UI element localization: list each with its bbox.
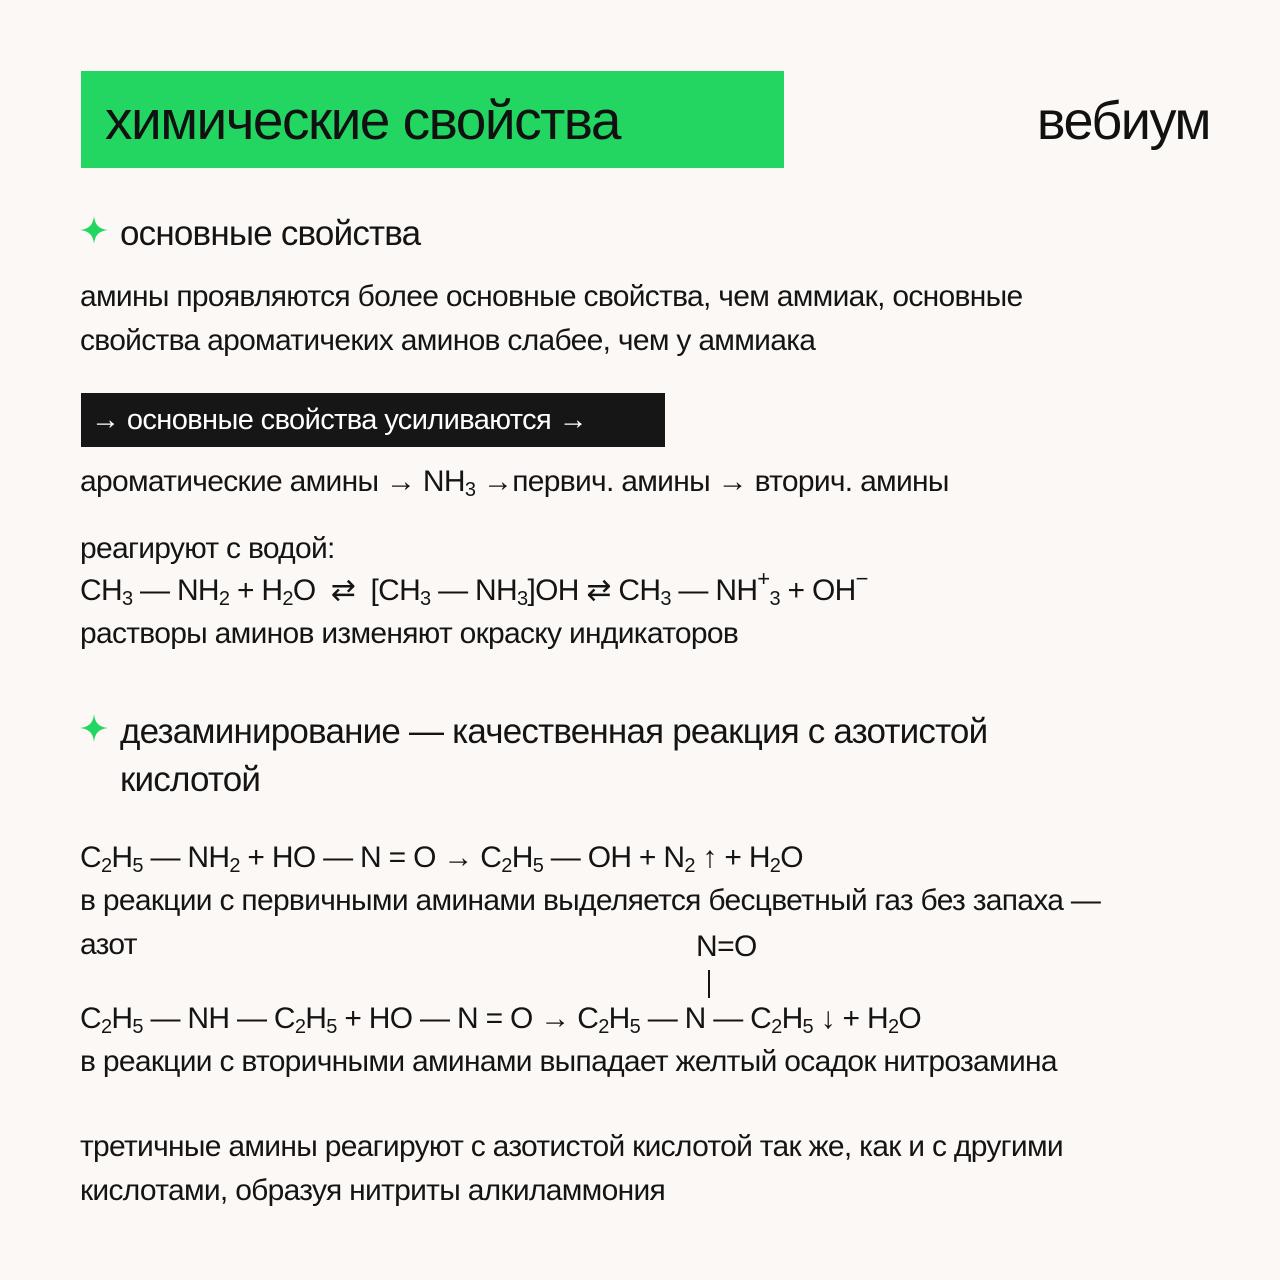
- formula-part: + OH: [779, 574, 856, 607]
- formula-part: H: [111, 1002, 133, 1035]
- precipitate-arrow: ↓: [812, 1002, 835, 1035]
- subscript: 5: [132, 1016, 143, 1038]
- formula-part: + HO — N = O: [336, 1002, 541, 1035]
- formula-part: — N — C: [640, 1002, 772, 1035]
- formula-part: O: [292, 574, 316, 607]
- subscript: 2: [218, 588, 230, 610]
- section-heading-deamination: [80, 708, 987, 804]
- formula-part: [CH: [370, 574, 421, 607]
- section-heading-text: дезаминирование — качественная реакция с азотистой кислотой: [120, 712, 988, 799]
- series-nh3: NH: [422, 465, 465, 498]
- subscript: 5: [532, 855, 544, 877]
- subscript: 3: [517, 588, 528, 610]
- water-reaction-equation: [80, 566, 868, 613]
- formula-part: — NH — C: [142, 1002, 295, 1035]
- formula-part: C: [569, 1002, 599, 1035]
- formula-part: C: [80, 841, 101, 874]
- formula-part: — NH: [132, 574, 219, 607]
- section-heading-basic: [80, 210, 420, 258]
- subscript: 2: [887, 1016, 899, 1038]
- subscript: 2: [229, 855, 240, 877]
- subscript: 2: [501, 855, 512, 877]
- series-arrow: →: [385, 465, 416, 498]
- gas-arrow: ↑: [694, 841, 717, 874]
- title-banner: [81, 71, 784, 168]
- formula-part: + H: [229, 574, 283, 607]
- page-title: химические свойства: [105, 88, 620, 151]
- subscript: 2: [100, 855, 112, 877]
- secondary-amine-text: в реакции с вторичными аминами выпадает желтый осадок нитрозамина: [80, 1045, 1057, 1078]
- formula-part: H: [608, 1002, 630, 1035]
- formula-part: — OH + N: [543, 841, 685, 874]
- basic-properties-paragraph: амины проявляются более основные свойства, чем аммиак, основные свойства ароматичеких аминов слабее, чем у аммиака: [80, 280, 1023, 357]
- formula-part: — NH: [430, 574, 517, 607]
- formula-part: — NH: [670, 574, 758, 607]
- formula-part: H: [781, 1002, 803, 1035]
- formula-part: + H: [834, 1002, 888, 1035]
- subscript: 3: [121, 588, 133, 610]
- formula-part: O: [780, 841, 803, 874]
- reaction-arrow: →: [540, 1002, 570, 1035]
- equilibrium-arrow: ⇄: [586, 574, 611, 607]
- formula-part: + HO — N = O: [239, 841, 444, 874]
- subscript: 2: [598, 1016, 609, 1038]
- series-aromatic: ароматические амины: [80, 465, 379, 498]
- basicity-series: [80, 460, 949, 504]
- brand-logo: вебиум: [1036, 91, 1210, 151]
- series-arrow: →: [717, 465, 747, 498]
- primary-amine-text: в реакции с первичными аминами выделяется бесцветный газ без запаха — азот: [80, 884, 1101, 961]
- increasing-basicity-label: [81, 393, 665, 447]
- sparkle-star-icon: [80, 216, 108, 244]
- formula-part: H: [305, 1002, 327, 1035]
- formula-part: C: [472, 841, 502, 874]
- subscript: 3: [464, 479, 476, 501]
- subscript: 3: [420, 588, 431, 610]
- subscript: 3: [769, 588, 780, 610]
- section-heading-text: основные свойства: [120, 214, 421, 253]
- indicator-text: растворы аминов изменяют окраску индикаторов: [80, 617, 739, 650]
- formula-part: ]OH: [527, 574, 579, 607]
- subscript: 5: [326, 1016, 337, 1038]
- bond-line: [708, 970, 710, 998]
- subscript: 5: [132, 855, 143, 877]
- subscript: 2: [771, 1016, 782, 1038]
- formula-part: O: [898, 1002, 922, 1035]
- sparkle-star-icon: [80, 714, 108, 742]
- charge-plus: +: [757, 566, 770, 591]
- subscript: 2: [282, 588, 293, 610]
- formula-part: — NH: [142, 841, 230, 874]
- series-primary: первич. амины: [512, 465, 710, 498]
- increasing-basicity-text: → основные свойства усиливаются →: [91, 403, 587, 436]
- formula-part: H: [111, 841, 133, 874]
- formula-part: H: [511, 841, 533, 874]
- charge-minus: −: [855, 566, 868, 591]
- subscript: 5: [802, 1016, 813, 1038]
- subscript: 2: [769, 855, 781, 877]
- primary-amine-equation: [80, 836, 803, 880]
- nitroso-group: N=O: [696, 930, 757, 963]
- tertiary-amine-text: третичные амины реагируют с азотистой кислотой так же, как и с другими кислотами, образуя нитриты алкиламмония: [80, 1130, 1063, 1207]
- formula-part: CH: [618, 574, 661, 607]
- subscript: 3: [660, 588, 671, 610]
- formula-part: CH: [80, 574, 122, 607]
- series-arrow: →: [482, 465, 513, 498]
- series-secondary: вторич. амины: [754, 465, 949, 498]
- formula-part: C: [80, 1002, 101, 1035]
- formula-part: + H: [716, 841, 770, 874]
- subscript: 2: [684, 855, 695, 877]
- subscript: 2: [294, 1016, 306, 1038]
- equilibrium-arrow: ⇄: [330, 574, 356, 607]
- subscript: 2: [100, 1016, 112, 1038]
- subscript: 5: [629, 1016, 641, 1038]
- reaction-arrow: →: [443, 841, 473, 874]
- secondary-amine-equation: [80, 997, 921, 1041]
- water-reaction-label: реагируют с водой:: [80, 532, 335, 565]
